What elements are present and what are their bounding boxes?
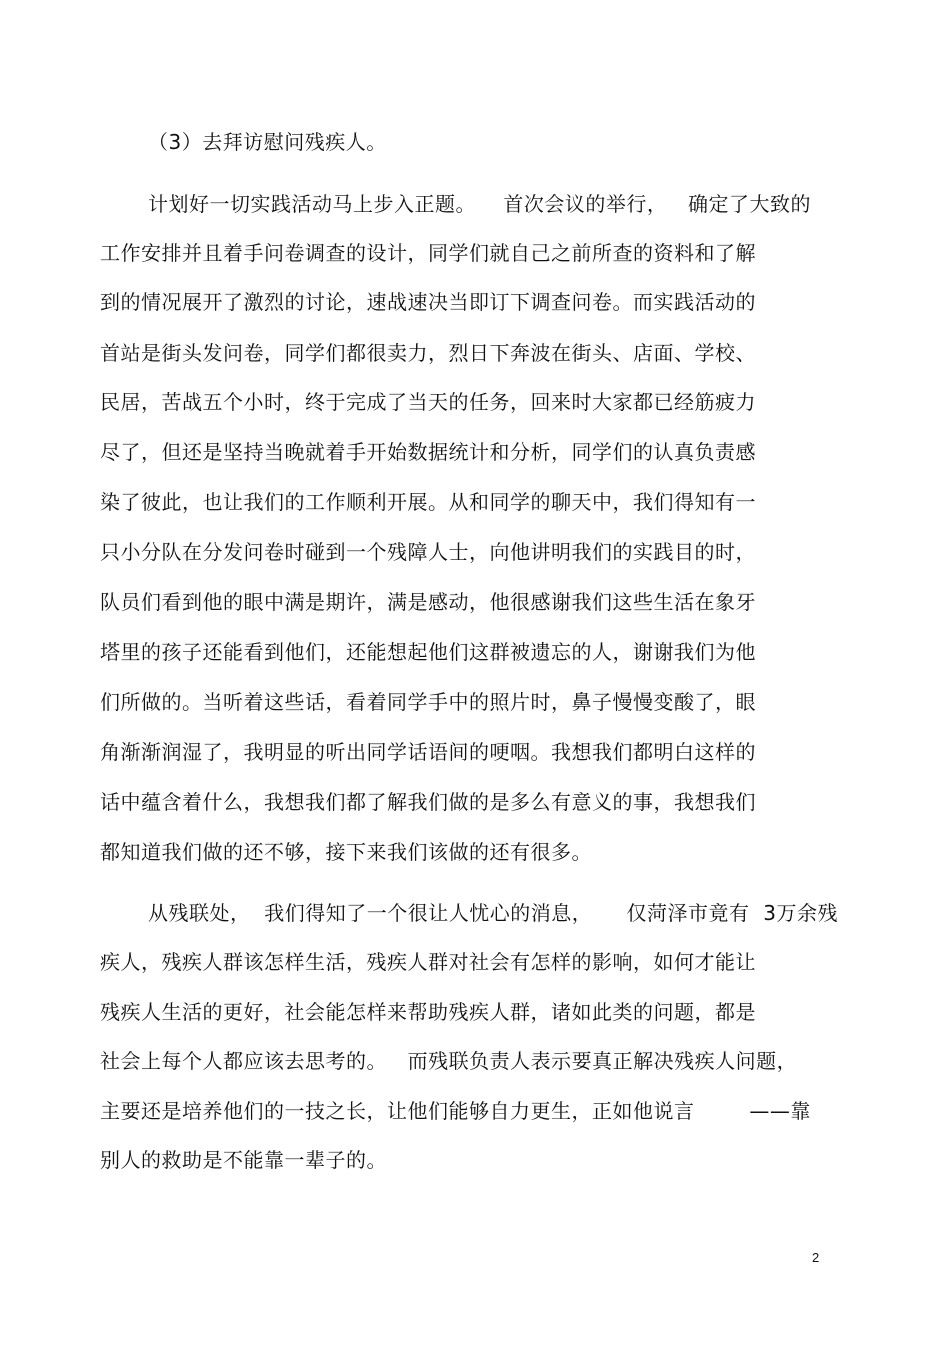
paragraph-line: 主要还是培养他们的一技之长，让他们能够自力更生，正如他说言 ——靠 <box>100 1099 811 1123</box>
list-item-3: （3）去拜访慰问残疾人。 <box>148 130 387 154</box>
paragraph-line: 工作安排并且着手问卷调查的设计，同学们就自己之前所查的资料和了解 <box>100 241 756 265</box>
paragraph-line: 到的情况展开了激烈的讨论，速战速决当即订下调查问卷。而实践活动的 <box>100 290 756 314</box>
paragraph-line: 塔里的孩子还能看到他们，还能想起他们这群被遗忘的人，谢谢我们为他 <box>100 640 756 664</box>
paragraph-line: 角渐渐润湿了，我明显的听出同学话语间的哽咽。我想我们都明白这样的 <box>100 740 756 764</box>
paragraph-line: 只小分队在分发问卷时碰到一个残障人士，向他讲明我们的实践目的时， <box>100 540 756 564</box>
paragraph-line: 计划好一切实践活动马上步入正题。 首次会议的举行， 确定了大致的 <box>148 192 812 216</box>
paragraph-line: 染了彼此，也让我们的工作顺利开展。从和同学的聊天中，我们得知有一 <box>100 490 756 514</box>
paragraph-line: 队员们看到他的眼中满是期许，满是感动，他很感谢我们这些生活在象牙 <box>100 590 756 614</box>
paragraph-line: 尽了，但还是坚持当晚就着手开始数据统计和分析，同学们的认真负责感 <box>100 440 756 464</box>
paragraph-line: 话中蕴含着什么，我想我们都了解我们做的是多么有意义的事，我想我们 <box>100 790 756 814</box>
paragraph-line: 民居，苦战五个小时，终于完成了当天的任务，回来时大家都已经筋疲力 <box>100 390 756 414</box>
paragraph-line: 首站是街头发问卷，同学们都很卖力，烈日下奔波在街头、店面、学校、 <box>100 341 756 365</box>
paragraph-line: 从残联处， 我们得知了一个很让人忧心的消息， 仅菏泽市竟有 3万余残 <box>148 901 838 925</box>
page-number: 2 <box>812 1250 820 1265</box>
paragraph-line: 们所做的。当听着这些话，看着同学手中的照片时，鼻子慢慢变酸了，眼 <box>100 690 756 714</box>
paragraph-line: 别人的救助是不能靠一辈子的。 <box>100 1148 387 1172</box>
paragraph-line: 都知道我们做的还不够，接下来我们该做的还有很多。 <box>100 840 592 864</box>
paragraph-line: 疾人，残疾人群该怎样生活，残疾人群对社会有怎样的影响，如何才能让 <box>100 950 756 974</box>
paragraph-line: 残疾人生活的更好，社会能怎样来帮助残疾人群，诸如此类的问题，都是 <box>100 1000 756 1024</box>
paragraph-line: 社会上每个人都应该去思考的。 而残联负责人表示要真正解决残疾人问题， <box>100 1049 798 1073</box>
